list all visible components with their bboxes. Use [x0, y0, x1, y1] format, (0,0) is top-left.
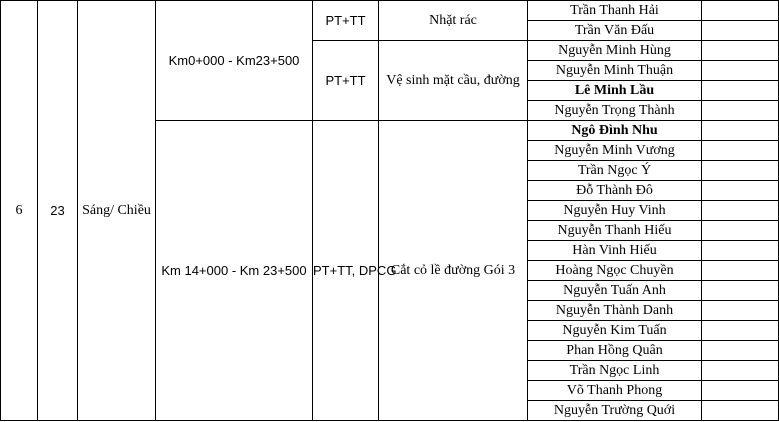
worker-name-cell: Nguyễn Trọng Thành	[528, 101, 702, 121]
note-cell	[702, 241, 779, 261]
worker-name-cell: Nguyễn Thanh Hiếu	[528, 221, 702, 241]
worker-name-cell: Trần Ngọc Linh	[528, 361, 702, 381]
note-cell	[702, 281, 779, 301]
note-cell	[702, 141, 779, 161]
unit-cell: PT+TT	[313, 41, 379, 121]
note-cell	[702, 121, 779, 141]
note-cell	[702, 401, 779, 421]
road-section-cell: Km0+000 - Km23+500	[156, 1, 313, 121]
table-row	[1, 1, 779, 21]
worker-name-cell: Trần Thanh Hải	[528, 1, 702, 21]
note-cell	[702, 21, 779, 41]
worker-name-cell: Nguyễn Minh Hùng	[528, 41, 702, 61]
worker-name-cell: Nguyễn Tuấn Anh	[528, 281, 702, 301]
note-cell	[702, 381, 779, 401]
worker-name-cell: Hàn Vinh Hiếu	[528, 241, 702, 261]
note-cell	[702, 41, 779, 61]
stt-cell: 6	[1, 1, 38, 421]
note-cell	[702, 341, 779, 361]
worker-name-cell: Nguyễn Kim Tuấn	[528, 321, 702, 341]
worker-name-cell: Nguyễn Minh Thuận	[528, 61, 702, 81]
worker-name-cell: Phan Hồng Quân	[528, 341, 702, 361]
road-section-cell: Km 14+000 - Km 23+500	[156, 121, 313, 421]
task-cell: Nhặt rác	[379, 1, 528, 41]
note-cell	[702, 261, 779, 281]
schedule-body	[1, 1, 779, 421]
note-cell	[702, 361, 779, 381]
note-cell	[702, 181, 779, 201]
shift-cell: Sáng/ Chiều	[78, 1, 156, 421]
task-cell: Cắt cỏ lề đường Gói 3	[379, 121, 528, 421]
note-cell	[702, 1, 779, 21]
worker-name-cell: Nguyễn Trường Quới	[528, 401, 702, 421]
unit-cell: PT+TT	[313, 1, 379, 41]
day-cell: 23	[38, 1, 78, 421]
note-cell	[702, 101, 779, 121]
note-cell	[702, 81, 779, 101]
worker-name-cell: Nguyễn Thành Danh	[528, 301, 702, 321]
worker-name-cell: Ngô Đình Nhu	[528, 121, 702, 141]
worker-name-cell: Trần Ngọc Ý	[528, 161, 702, 181]
worker-name-cell: Đỗ Thành Đô	[528, 181, 702, 201]
note-cell	[702, 61, 779, 81]
task-cell: Vệ sinh mặt cầu, đường	[379, 41, 528, 121]
note-cell	[702, 321, 779, 341]
note-cell	[702, 161, 779, 181]
note-cell	[702, 301, 779, 321]
unit-cell: PT+TT, DPCG	[313, 121, 379, 421]
worker-name-cell: Lê Minh Lầu	[528, 81, 702, 101]
worker-name-cell: Nguyễn Minh Vương	[528, 141, 702, 161]
note-cell	[702, 201, 779, 221]
note-cell	[702, 221, 779, 241]
worker-name-cell: Võ Thanh Phong	[528, 381, 702, 401]
worker-name-cell: Nguyễn Huy Vinh	[528, 201, 702, 221]
worker-name-cell: Trần Văn Đấu	[528, 21, 702, 41]
worker-name-cell: Hoàng Ngọc Chuyền	[528, 261, 702, 281]
